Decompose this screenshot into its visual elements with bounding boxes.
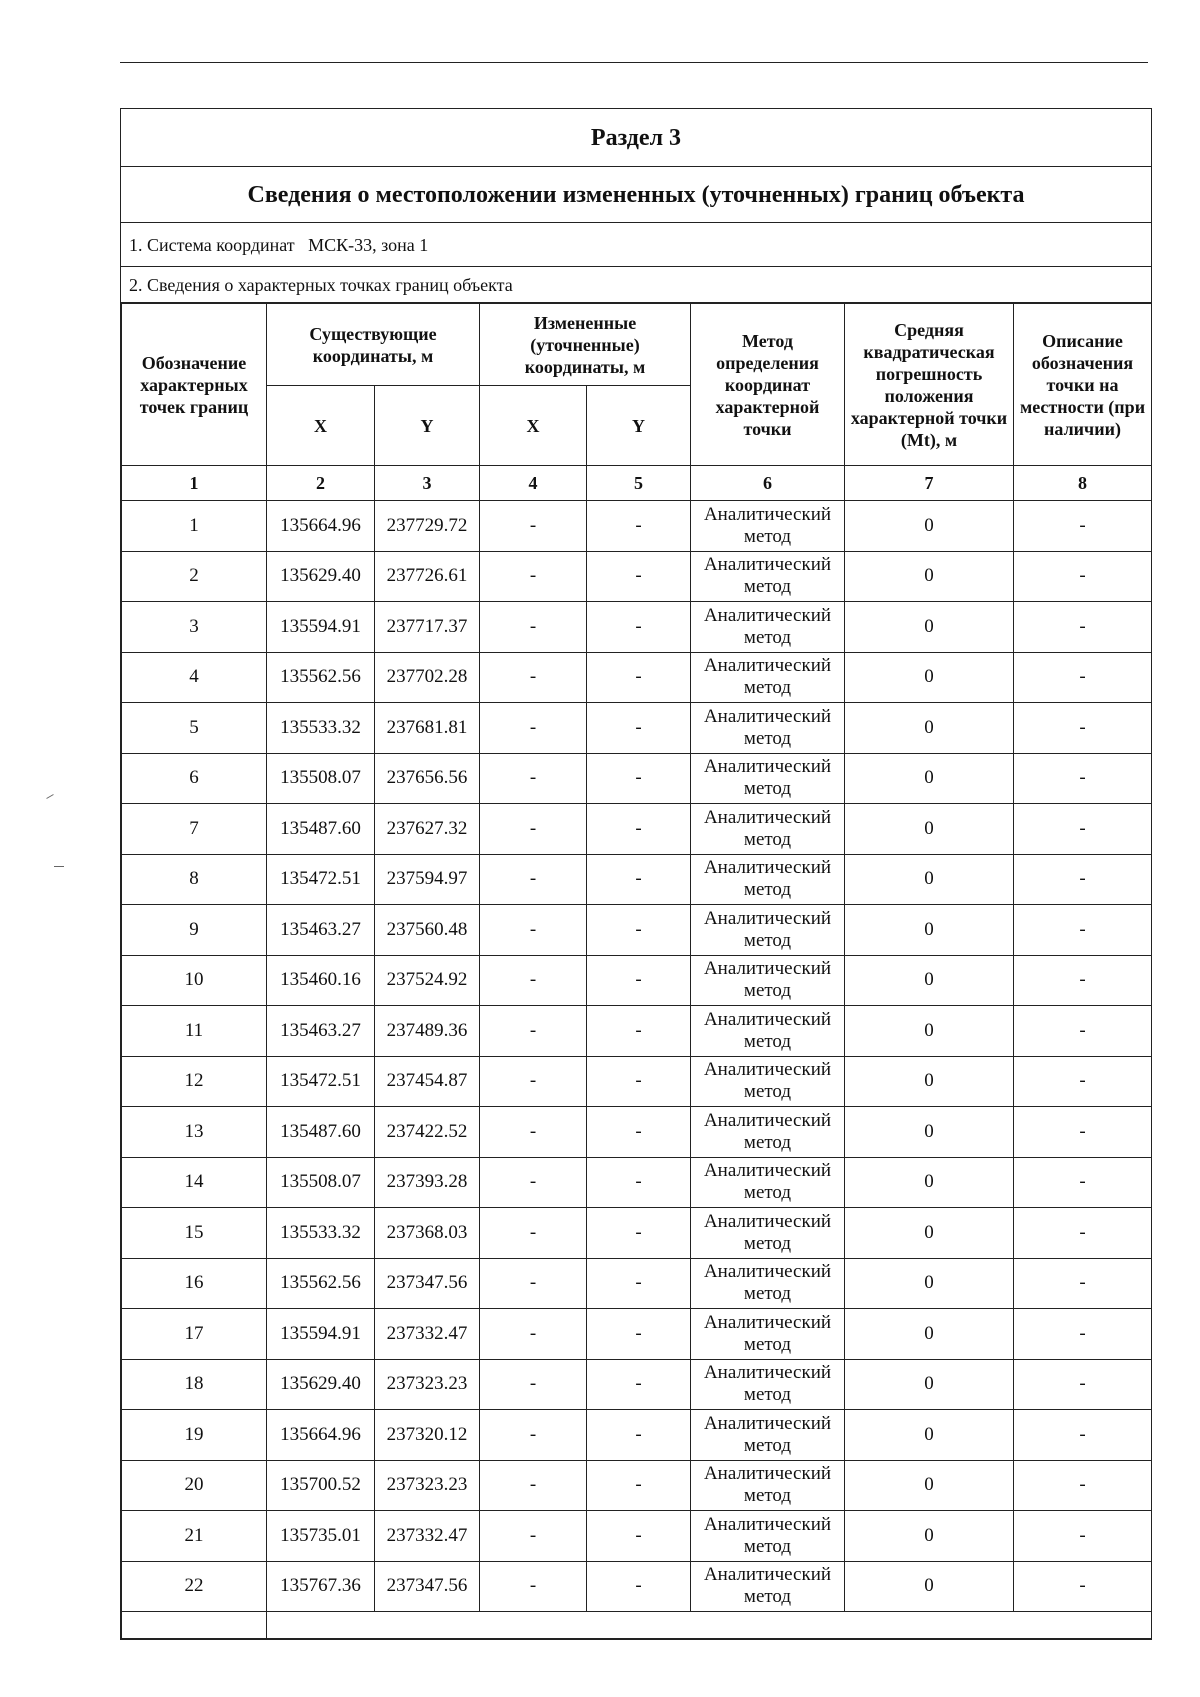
margin-mark	[46, 794, 53, 799]
col-designation-header: Обозначение характерных точек границ	[122, 304, 267, 466]
y-coord-cell: 237627.32	[375, 804, 480, 855]
x-coord-cell: 135594.91	[267, 602, 375, 653]
table-footer-row	[122, 1612, 1152, 1639]
table-row	[122, 602, 1152, 653]
error-cell: 0	[845, 1208, 1014, 1259]
error-cell: 0	[845, 703, 1014, 754]
y-coord-cell: 237347.56	[375, 1258, 480, 1309]
y-coord-cell: 237393.28	[375, 1157, 480, 1208]
method-cell: Аналитический метод	[691, 602, 845, 653]
x-coord-cell: 135463.27	[267, 905, 375, 956]
empty-cell	[267, 1612, 1152, 1639]
y-coord-cell: 237347.56	[375, 1561, 480, 1612]
new-y-cell: -	[587, 1561, 691, 1612]
error-cell: 0	[845, 955, 1014, 1006]
x-coord-cell: 135562.56	[267, 652, 375, 703]
new-y-cell: -	[587, 1056, 691, 1107]
y-coord-cell: 237332.47	[375, 1309, 480, 1360]
new-y-cell: -	[587, 1511, 691, 1562]
y-coord-cell: 237323.23	[375, 1460, 480, 1511]
new-x-cell: -	[480, 1561, 587, 1612]
method-cell: Аналитический метод	[691, 1208, 845, 1259]
description-cell: -	[1014, 1460, 1152, 1511]
new-x-cell: -	[480, 1107, 587, 1158]
description-cell: -	[1014, 1107, 1152, 1158]
new-y-cell: -	[587, 1258, 691, 1309]
table-row	[122, 1258, 1152, 1309]
column-number: 1	[122, 466, 267, 501]
description-cell: -	[1014, 1511, 1152, 1562]
method-cell: Аналитический метод	[691, 1511, 845, 1562]
table-row	[122, 1359, 1152, 1410]
new-x-cell: -	[480, 703, 587, 754]
description-cell: -	[1014, 602, 1152, 653]
error-cell: 0	[845, 1309, 1014, 1360]
point-number-cell: 3	[122, 602, 267, 653]
point-number-cell: 22	[122, 1561, 267, 1612]
table-row	[122, 1511, 1152, 1562]
x-coord-cell: 135767.36	[267, 1561, 375, 1612]
table-header	[122, 304, 1152, 501]
point-number-cell: 10	[122, 955, 267, 1006]
x-coord-cell: 135629.40	[267, 551, 375, 602]
x-coord-cell: 135487.60	[267, 804, 375, 855]
y-coord-cell: 237323.23	[375, 1359, 480, 1410]
point-number-cell: 7	[122, 804, 267, 855]
new-y-cell: -	[587, 1006, 691, 1057]
new-x-cell: -	[480, 1460, 587, 1511]
new-y-cell: -	[587, 955, 691, 1006]
point-number-cell: 17	[122, 1309, 267, 1360]
new-y-cell: -	[587, 501, 691, 552]
method-cell: Аналитический метод	[691, 955, 845, 1006]
method-cell: Аналитический метод	[691, 905, 845, 956]
y-coord-cell: 237454.87	[375, 1056, 480, 1107]
points-table	[121, 303, 1152, 1639]
method-cell: Аналитический метод	[691, 501, 845, 552]
x-coord-cell: 135664.96	[267, 501, 375, 552]
column-number: 6	[691, 466, 845, 501]
description-cell: -	[1014, 501, 1152, 552]
new-y-cell: -	[587, 804, 691, 855]
col-changed-header: Измененные (уточненные) координаты, м	[480, 304, 691, 386]
x-coord-cell: 135533.32	[267, 703, 375, 754]
table-row	[122, 804, 1152, 855]
table-row	[122, 1561, 1152, 1612]
new-y-cell: -	[587, 1208, 691, 1259]
error-cell: 0	[845, 1359, 1014, 1410]
new-y-cell: -	[587, 1107, 691, 1158]
error-cell: 0	[845, 1258, 1014, 1309]
coord-system-line	[121, 223, 1151, 267]
col-new-y-header: Y	[587, 386, 691, 466]
empty-cell	[122, 1612, 267, 1639]
table-row	[122, 753, 1152, 804]
point-number-cell: 13	[122, 1107, 267, 1158]
x-coord-cell: 135472.51	[267, 854, 375, 905]
new-x-cell: -	[480, 1157, 587, 1208]
coord-system-label: 1. Система координат	[129, 235, 295, 255]
table-body	[122, 501, 1152, 1612]
point-number-cell: 18	[122, 1359, 267, 1410]
y-coord-cell: 237320.12	[375, 1410, 480, 1461]
description-cell: -	[1014, 1359, 1152, 1410]
y-coord-cell: 237332.47	[375, 1511, 480, 1562]
error-cell: 0	[845, 753, 1014, 804]
description-cell: -	[1014, 1006, 1152, 1057]
new-y-cell: -	[587, 551, 691, 602]
column-number: 4	[480, 466, 587, 501]
column-number: 3	[375, 466, 480, 501]
method-cell: Аналитический метод	[691, 1359, 845, 1410]
table-row	[122, 501, 1152, 552]
description-cell: -	[1014, 1258, 1152, 1309]
description-cell: -	[1014, 804, 1152, 855]
x-coord-cell: 135594.91	[267, 1309, 375, 1360]
error-cell: 0	[845, 1157, 1014, 1208]
table-row	[122, 854, 1152, 905]
point-number-cell: 21	[122, 1511, 267, 1562]
new-y-cell: -	[587, 905, 691, 956]
description-cell: -	[1014, 905, 1152, 956]
error-cell: 0	[845, 1511, 1014, 1562]
table-row	[122, 1056, 1152, 1107]
table-row	[122, 1157, 1152, 1208]
col-new-x-header: X	[480, 386, 587, 466]
x-coord-cell: 135700.52	[267, 1460, 375, 1511]
x-coord-cell: 135562.56	[267, 1258, 375, 1309]
description-cell: -	[1014, 1410, 1152, 1461]
point-number-cell: 2	[122, 551, 267, 602]
new-x-cell: -	[480, 1006, 587, 1057]
error-cell: 0	[845, 1056, 1014, 1107]
error-cell: 0	[845, 551, 1014, 602]
y-coord-cell: 237656.56	[375, 753, 480, 804]
new-y-cell: -	[587, 753, 691, 804]
point-number-cell: 15	[122, 1208, 267, 1259]
error-cell: 0	[845, 1006, 1014, 1057]
new-x-cell: -	[480, 1258, 587, 1309]
table-row	[122, 1208, 1152, 1259]
method-cell: Аналитический метод	[691, 1410, 845, 1461]
point-number-cell: 9	[122, 905, 267, 956]
method-cell: Аналитический метод	[691, 1006, 845, 1057]
new-x-cell: -	[480, 1309, 587, 1360]
column-number: 5	[587, 466, 691, 501]
section-title: Раздел 3	[121, 109, 1151, 167]
method-cell: Аналитический метод	[691, 753, 845, 804]
y-coord-cell: 237422.52	[375, 1107, 480, 1158]
table-row	[122, 1410, 1152, 1461]
table-row	[122, 1309, 1152, 1360]
y-coord-cell: 237702.28	[375, 652, 480, 703]
description-cell: -	[1014, 652, 1152, 703]
table-row	[122, 905, 1152, 956]
error-cell: 0	[845, 854, 1014, 905]
new-x-cell: -	[480, 1056, 587, 1107]
new-y-cell: -	[587, 1410, 691, 1461]
y-coord-cell: 237681.81	[375, 703, 480, 754]
new-y-cell: -	[587, 1359, 691, 1410]
point-number-cell: 12	[122, 1056, 267, 1107]
error-cell: 0	[845, 1410, 1014, 1461]
x-coord-cell: 135463.27	[267, 1006, 375, 1057]
description-cell: -	[1014, 1309, 1152, 1360]
new-x-cell: -	[480, 1208, 587, 1259]
x-coord-cell: 135472.51	[267, 1056, 375, 1107]
method-cell: Аналитический метод	[691, 1258, 845, 1309]
col-existing-header: Существующие координаты, м	[267, 304, 480, 386]
x-coord-cell: 135487.60	[267, 1107, 375, 1158]
point-number-cell: 6	[122, 753, 267, 804]
description-cell: -	[1014, 1208, 1152, 1259]
new-y-cell: -	[587, 1309, 691, 1360]
description-cell: -	[1014, 551, 1152, 602]
error-cell: 0	[845, 602, 1014, 653]
col-y-header: Y	[375, 386, 480, 466]
method-cell: Аналитический метод	[691, 551, 845, 602]
method-cell: Аналитический метод	[691, 1107, 845, 1158]
y-coord-cell: 237717.37	[375, 602, 480, 653]
y-coord-cell: 237726.61	[375, 551, 480, 602]
new-y-cell: -	[587, 703, 691, 754]
table-row	[122, 1107, 1152, 1158]
new-y-cell: -	[587, 652, 691, 703]
x-coord-cell: 135508.07	[267, 753, 375, 804]
method-cell: Аналитический метод	[691, 1460, 845, 1511]
new-x-cell: -	[480, 1511, 587, 1562]
point-number-cell: 20	[122, 1460, 267, 1511]
point-number-cell: 5	[122, 703, 267, 754]
new-x-cell: -	[480, 501, 587, 552]
section-subtitle: Сведения о местоположении измененных (уточненных) границ объекта	[121, 167, 1151, 223]
new-x-cell: -	[480, 1359, 587, 1410]
error-cell: 0	[845, 1460, 1014, 1511]
y-coord-cell: 237729.72	[375, 501, 480, 552]
x-coord-cell: 135533.32	[267, 1208, 375, 1259]
new-y-cell: -	[587, 1460, 691, 1511]
y-coord-cell: 237594.97	[375, 854, 480, 905]
column-numbers-row	[122, 466, 1152, 501]
new-y-cell: -	[587, 854, 691, 905]
point-number-cell: 11	[122, 1006, 267, 1057]
new-x-cell: -	[480, 854, 587, 905]
point-number-cell: 8	[122, 854, 267, 905]
new-x-cell: -	[480, 905, 587, 956]
header-rule	[120, 62, 1148, 63]
new-x-cell: -	[480, 753, 587, 804]
new-x-cell: -	[480, 602, 587, 653]
error-cell: 0	[845, 905, 1014, 956]
x-coord-cell: 135629.40	[267, 1359, 375, 1410]
col-x-header: X	[267, 386, 375, 466]
table-row	[122, 703, 1152, 754]
table-row	[122, 1006, 1152, 1057]
y-coord-cell: 237560.48	[375, 905, 480, 956]
x-coord-cell: 135735.01	[267, 1511, 375, 1562]
error-cell: 0	[845, 1561, 1014, 1612]
point-number-cell: 16	[122, 1258, 267, 1309]
method-cell: Аналитический метод	[691, 1056, 845, 1107]
new-x-cell: -	[480, 652, 587, 703]
points-header: 2. Сведения о характерных точках границ объекта	[121, 267, 1151, 303]
x-coord-cell: 135460.16	[267, 955, 375, 1006]
point-number-cell: 4	[122, 652, 267, 703]
new-y-cell: -	[587, 1157, 691, 1208]
table-row	[122, 652, 1152, 703]
method-cell: Аналитический метод	[691, 804, 845, 855]
method-cell: Аналитический метод	[691, 1157, 845, 1208]
description-cell: -	[1014, 753, 1152, 804]
error-cell: 0	[845, 804, 1014, 855]
description-cell: -	[1014, 854, 1152, 905]
method-cell: Аналитический метод	[691, 652, 845, 703]
point-number-cell: 19	[122, 1410, 267, 1461]
point-number-cell: 1	[122, 501, 267, 552]
description-cell: -	[1014, 1561, 1152, 1612]
method-cell: Аналитический метод	[691, 1309, 845, 1360]
y-coord-cell: 237489.36	[375, 1006, 480, 1057]
column-number: 2	[267, 466, 375, 501]
error-cell: 0	[845, 1107, 1014, 1158]
description-cell: -	[1014, 1056, 1152, 1107]
col-description-header: Описание обозначения точки на местности (при наличии)	[1014, 304, 1152, 466]
new-x-cell: -	[480, 804, 587, 855]
description-cell: -	[1014, 1157, 1152, 1208]
method-cell: Аналитический метод	[691, 1561, 845, 1612]
col-error-header: Средняя квадратическая погрешность положения характерной точки (Mt), м	[845, 304, 1014, 466]
method-cell: Аналитический метод	[691, 854, 845, 905]
coord-system-value: МСК-33, зона 1	[308, 235, 429, 255]
x-coord-cell: 135508.07	[267, 1157, 375, 1208]
method-cell: Аналитический метод	[691, 703, 845, 754]
new-x-cell: -	[480, 1410, 587, 1461]
document-section	[120, 108, 1152, 1640]
point-number-cell: 14	[122, 1157, 267, 1208]
y-coord-cell: 237368.03	[375, 1208, 480, 1259]
description-cell: -	[1014, 703, 1152, 754]
y-coord-cell: 237524.92	[375, 955, 480, 1006]
error-cell: 0	[845, 652, 1014, 703]
description-cell: -	[1014, 955, 1152, 1006]
x-coord-cell: 135664.96	[267, 1410, 375, 1461]
col-method-header: Метод определения координат характерной точки	[691, 304, 845, 466]
column-number: 7	[845, 466, 1014, 501]
column-number: 8	[1014, 466, 1152, 501]
error-cell: 0	[845, 501, 1014, 552]
new-x-cell: -	[480, 551, 587, 602]
table-row	[122, 955, 1152, 1006]
new-x-cell: -	[480, 955, 587, 1006]
table-row	[122, 551, 1152, 602]
new-y-cell: -	[587, 602, 691, 653]
table-row	[122, 1460, 1152, 1511]
margin-mark	[54, 866, 64, 867]
